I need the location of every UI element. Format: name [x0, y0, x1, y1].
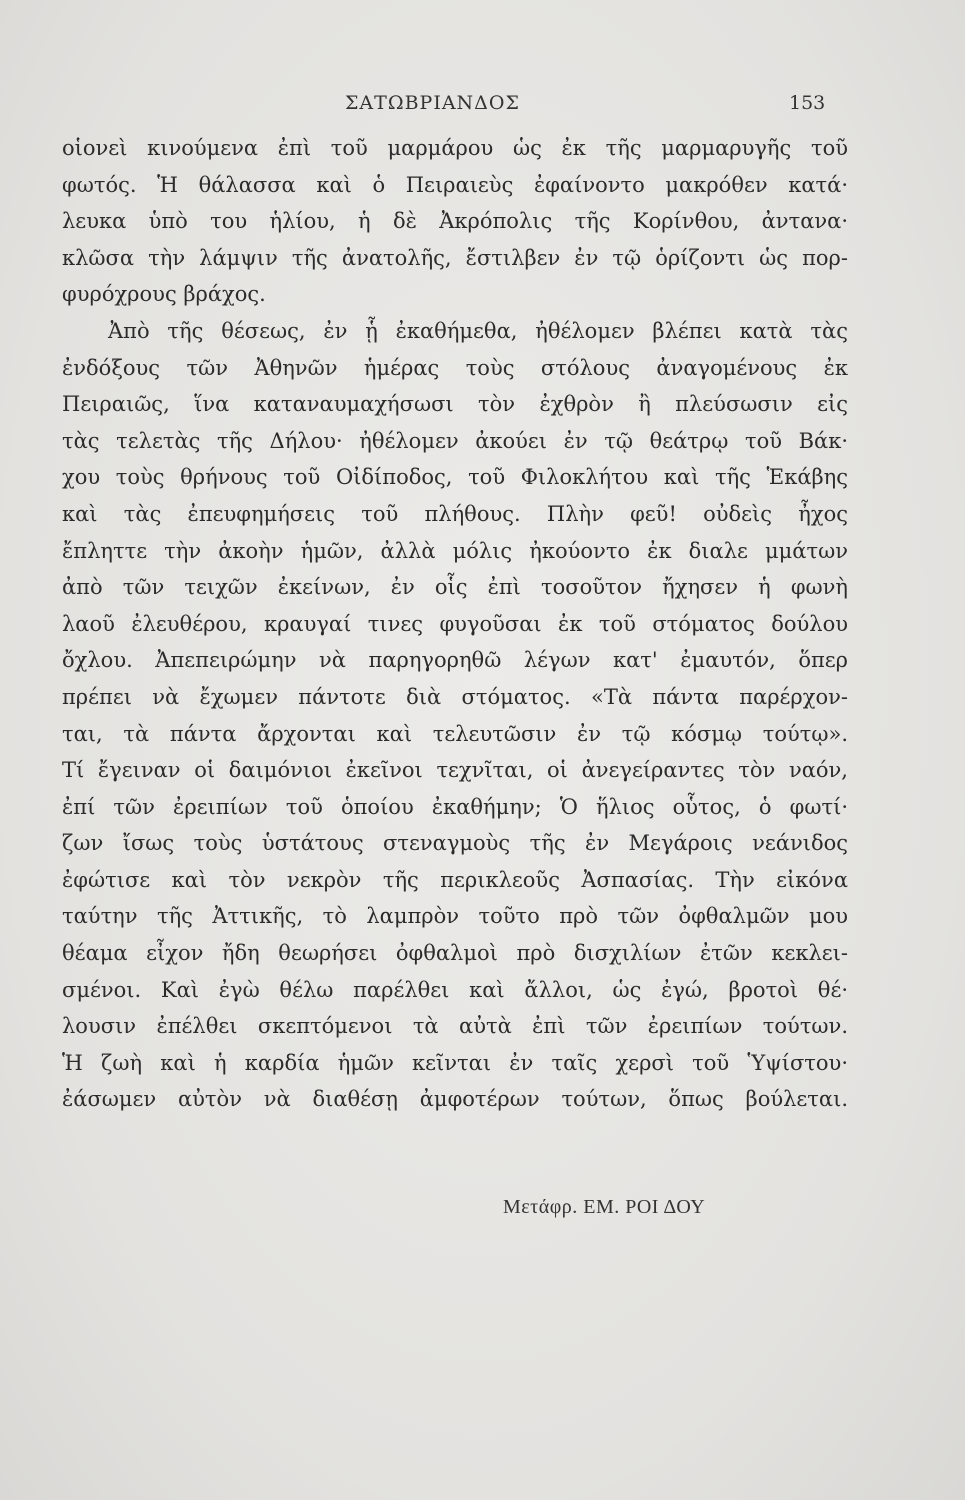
text-line: φυρόχρους βράχος.: [62, 282, 266, 307]
running-head: [0, 92, 965, 122]
text-line: ζων ἴσως τοὺς ὑστάτους στεναγμοὺς τῆς ἐν Μεγάροις νεάνιδος: [62, 831, 848, 856]
text-line: ὄχλου. Ἀπεπειρώμην νὰ παρηγορηθῶ λέγων κατ' ἐμαυτόν, ὅπερ: [62, 648, 848, 673]
text-line: ἐάσωμεν αὐτὸν νὰ διαθέσῃ ἀμφοτέρων τούτων, ὅπως βούλεται.: [62, 1087, 848, 1112]
text-line: τὰς τελετὰς τῆς Δήλου· ἠθέλομεν ἀκούει ἐν τῷ θεάτρῳ τοῦ Βάκ·: [62, 428, 848, 453]
text-line: ἀπὸ τῶν τειχῶν ἐκείνων, ἐν οἷς ἐπὶ τοσοῦτον ἤχησεν ἡ φωνὴ: [62, 575, 848, 600]
text-line: λαοῦ ἐλευθέρου, κραυγαί τινες φυγοῦσαι ἐκ τοῦ στόματος δούλου: [62, 611, 848, 636]
text-line: ταύτην τῆς Ἀττικῆς, τὸ λαμπρὸν τοῦτο πρὸ τῶν ὀφθαλμῶν μου: [62, 904, 848, 929]
text-line: λευκα ὑπὸ του ἡλίου, ἡ δὲ Ἀκρόπολις τῆς Κορίνθου, ἀντανα·: [62, 209, 848, 234]
text-line: Ἀπὸ τῆς θέσεως, ἐν ᾗ ἐκαθήμεθα, ἠθέλομεν βλέπει κατὰ τὰς: [108, 318, 848, 343]
text-line: Πειραιῶς, ἵνα καταναυμαχήσωσι τὸν ἐχθρὸν ἢ πλεύσωσιν εἰς: [62, 392, 848, 417]
text-line: ἔπληττε τὴν ἀκοὴν ἡμῶν, ἀλλὰ μόλις ἠκούοντο ἐκ διαλε μμάτων: [62, 538, 848, 563]
text-line: Τί ἔγειναν οἱ δαιμόνιοι ἐκεῖνοι τεχνῖται, οἱ ἀνεγείραντες τὸν ναόν,: [62, 758, 848, 783]
text-line: σμένοι. Καὶ ἐγὼ θέλω παρέλθει καὶ ἄλλοι, ὡς ἐγώ, βροτοὶ θέ·: [62, 977, 848, 1002]
text-line: φωτός. Ἡ θάλασσα καὶ ὁ Πειραιεὺς ἐφαίνοντο μακρόθεν κατά·: [62, 172, 848, 197]
text-line: ἐφώτισε καὶ τὸν νεκρὸν τῆς περικλεοῦς Ἀσπασίας. Τὴν εἰκόνα: [62, 867, 848, 892]
text-line: Ἡ ζωὴ καὶ ἡ καρδία ἡμῶν κεῖνται ἐν ταῖς χερσὶ τοῦ Ὑψίστου·: [62, 1050, 848, 1075]
text-line: ται, τὰ πάντα ἄρχονται καὶ τελευτῶσιν ἐν τῷ κόσμῳ τούτῳ».: [62, 721, 848, 746]
text-line: καὶ τὰς ἐπευφημήσεις τοῦ πλήθους. Πλὴν φεῦ! οὐδεὶς ἦχος: [62, 501, 848, 526]
page-number: 153: [789, 92, 826, 114]
body-text: [62, 130, 848, 1118]
text-line: οἱονεὶ κινούμενα ἐπὶ τοῦ μαρμάρου ὡς ἐκ τῆς μαρμαρυγῆς τοῦ: [62, 136, 848, 160]
text-line: κλῶσα τὴν λάμψιν τῆς ἀνατολῆς, ἔστιλβεν ἐν τῷ ὁρίζοντι ὡς πορ-: [62, 245, 848, 270]
text-line: πρέπει νὰ ἔχωμεν πάντοτε διὰ στόματος. «Τὰ πάντα παρέρχον-: [62, 684, 848, 709]
translator-signature: Μετάφρ. ΕΜ. ΡΟΙ ΔΟΥ: [503, 1196, 706, 1218]
running-title: ΣΑΤΩΒΡΙΑΝΔΟΣ: [345, 92, 520, 114]
text-line: θέαμα εἶχον ἤδη θεωρήσει ὀφθαλμοὶ πρὸ δισχιλίων ἐτῶν κεκλει-: [62, 941, 848, 966]
text-line: χου τοὺς θρήνους τοῦ Οἰδίποδος, τοῦ Φιλοκλήτου καὶ τῆς Ἑκάβης: [62, 465, 848, 490]
text-line: ἐπί τῶν ἐρειπίων τοῦ ὁποίου ἐκαθήμην; Ὁ ἥλιος οὗτος, ὁ φωτί·: [62, 794, 848, 819]
text-line: λουσιν ἐπέλθει σκεπτόμενοι τὰ αὐτὰ ἐπὶ τῶν ἐρειπίων τούτων.: [62, 1014, 848, 1039]
text-line: ἐνδόξους τῶν Ἀθηνῶν ἡμέρας τοὺς στόλους ἀναγομένους ἐκ: [62, 355, 848, 380]
